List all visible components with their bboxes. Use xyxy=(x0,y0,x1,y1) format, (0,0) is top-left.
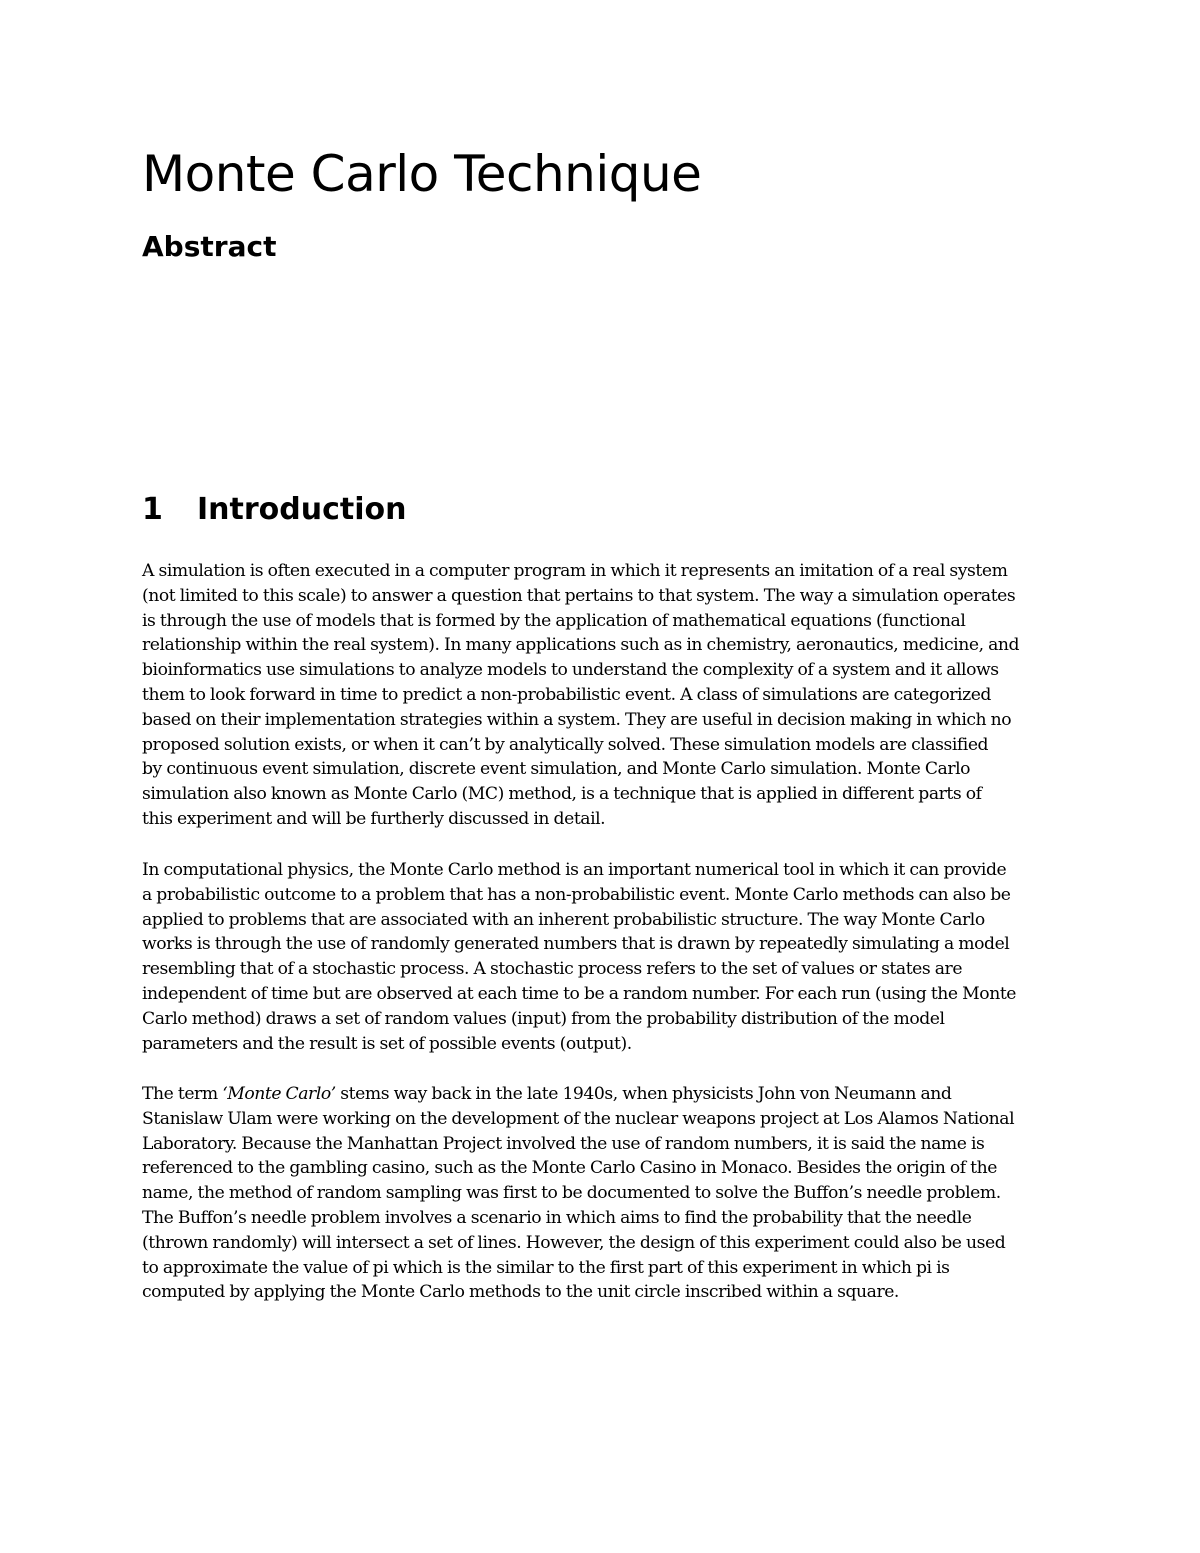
text-line: is through the use of models that is formed by the application of mathematical equations (functional xyxy=(142,610,966,631)
section-number: 1 xyxy=(142,492,163,527)
text-line: The Buffon’s needle problem involves a scenario in which aims to find the probability that the needle xyxy=(142,1207,972,1228)
section-heading-introduction xyxy=(142,490,406,530)
italic-term: ‘Monte Carlo’ xyxy=(222,1084,336,1104)
text-line: parameters and the result is set of possible events (output). xyxy=(142,1033,632,1054)
text-line: bioinformatics use simulations to analyze models to understand the complexity of a system and it allows xyxy=(142,660,999,681)
text-line: independent of time but are observed at each time to be a random number. For each run (using the Monte xyxy=(142,983,1016,1004)
text-segment: stems way back in the late 1940s, when physicists John von Neumann and xyxy=(335,1084,952,1104)
text-line: works is through the use of randomly generated numbers that is drawn by repeatedly simulating a model xyxy=(142,934,1010,955)
text-segment: The term xyxy=(142,1084,223,1104)
text-line: computed by applying the Monte Carlo methods to the unit circle inscribed within a square. xyxy=(142,1282,899,1303)
text-line: proposed solution exists, or when it can’t by analytically solved. These simulation models are classified xyxy=(142,734,989,755)
text-line: Carlo method) draws a set of random values (input) from the probability distribution of the model xyxy=(142,1008,945,1029)
text-line: Laboratory. Because the Manhattan Project involved the use of random numbers, it is said the name is xyxy=(142,1133,985,1154)
text-line: a probabilistic outcome to a problem that has a non-probabilistic event. Monte Carlo methods can also be xyxy=(142,884,1011,905)
text-line: this experiment and will be furtherly discussed in detail. xyxy=(142,808,606,829)
section-title: Introduction xyxy=(197,492,407,527)
text-line: simulation also known as Monte Carlo (MC) method, is a technique that is applied in different parts of xyxy=(142,784,982,805)
text-line: referenced to the gambling casino, such as the Monte Carlo Casino in Monaco. Besides the origin of the xyxy=(142,1158,997,1179)
text-line: based on their implementation strategies within a system. They are useful in decision making in which no xyxy=(142,709,1012,730)
text-line: by continuous event simulation, discrete event simulation, and Monte Carlo simulation. Monte Carlo xyxy=(142,759,971,780)
text-line: In computational physics, the Monte Carlo method is an important numerical tool in which it can provide xyxy=(142,860,1007,880)
document-title: Monte Carlo Technique xyxy=(142,145,702,203)
paragraph-3 xyxy=(142,1082,1072,1305)
text-line: (thrown randomly) will intersect a set of lines. However, the design of this experiment could also be used xyxy=(142,1232,1006,1253)
text-line: (not limited to this scale) to answer a question that pertains to that system. The way a simulation operates xyxy=(142,585,1016,606)
text-line: them to look forward in time to predict a non-probabilistic event. A class of simulations are categorized xyxy=(142,684,991,705)
text-line: name, the method of random sampling was first to be documented to solve the Buffon’s needle problem. xyxy=(142,1183,1001,1204)
text-line: resembling that of a stochastic process. A stochastic process refers to the set of values or states are xyxy=(142,959,963,980)
paragraph-2 xyxy=(142,858,1072,1056)
text-line xyxy=(142,1082,1072,1107)
abstract-heading: Abstract xyxy=(142,230,277,263)
paragraph-1 xyxy=(142,559,1072,832)
text-line: applied to problems that are associated with an inherent probabilistic structure. The way Monte Carlo xyxy=(142,909,985,930)
text-line: to approximate the value of pi which is the similar to the first part of this experiment in which pi is xyxy=(142,1257,950,1278)
text-line: relationship within the real system). In many applications such as in chemistry, aeronautics, medicine, and xyxy=(142,635,1020,656)
text-line: A simulation is often executed in a computer program in which it represents an imitation of a real system xyxy=(142,561,1008,581)
text-line: Stanislaw Ulam were working on the development of the nuclear weapons project at Los Alamos National xyxy=(142,1108,1015,1129)
